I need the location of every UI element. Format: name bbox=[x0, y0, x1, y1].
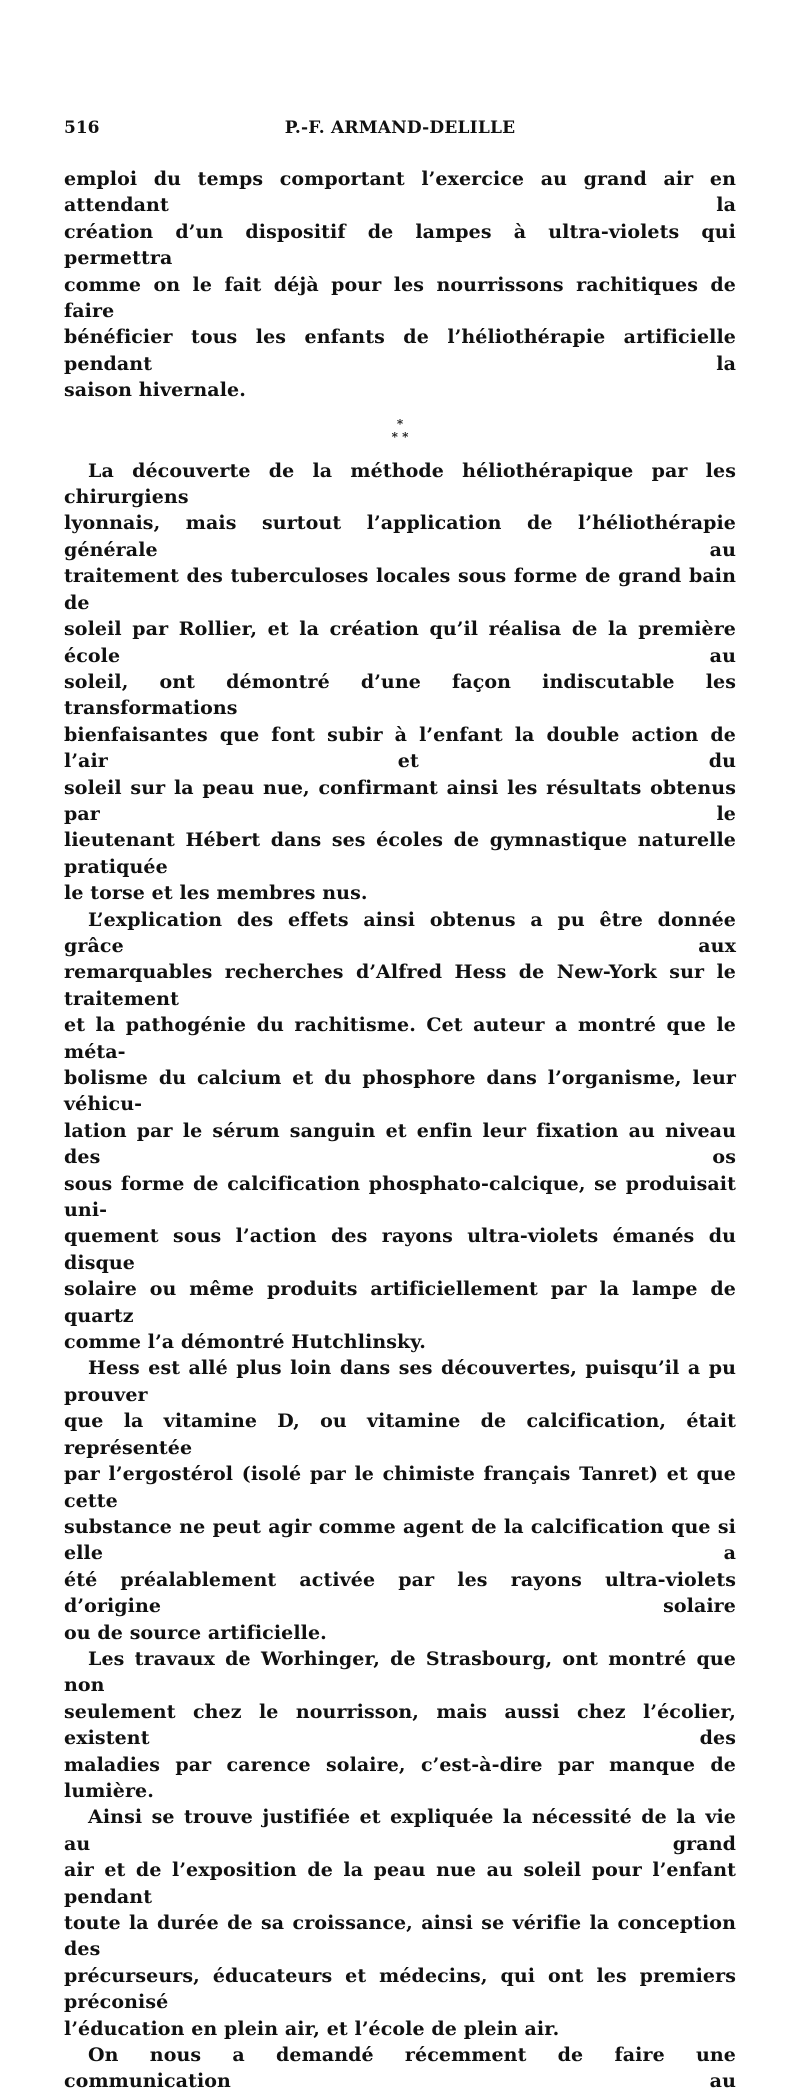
text-line: été préalablement activée par les rayons ultra-violets d’origine solaire bbox=[64, 1568, 736, 1618]
text-line: lieutenant Hébert dans ses écoles de gymnastique naturelle pratiquée bbox=[64, 829, 736, 878]
page-number: 516 bbox=[64, 118, 100, 138]
text-line: soleil par Rollier, et la création qu’il réalisa de la première école au bbox=[64, 618, 736, 667]
text-line: soleil sur la peau nue, confirmant ainsi les résultats obtenus par le bbox=[64, 776, 736, 825]
text-line: substance ne peut agir comme agent de la calcification que si elle a bbox=[64, 1515, 736, 1565]
text-line: Hess est allé plus loin dans ses découvertes, puisqu’il a pu prouver bbox=[64, 1357, 736, 1406]
text-line: La découverte de la méthode héliothérapique par les chirurgiens bbox=[64, 459, 736, 509]
paragraph-5 bbox=[64, 1646, 736, 1804]
text-line: ou de source artificielle. bbox=[64, 1621, 327, 1644]
body-text bbox=[64, 166, 736, 2095]
paragraph-7 bbox=[64, 2042, 736, 2095]
text-line: le torse et les membres nus. bbox=[64, 882, 368, 905]
asterism-bottom: * * bbox=[391, 429, 409, 444]
text-line: comme l’a démontré Hutchlinsky. bbox=[64, 1331, 426, 1354]
running-head: P.-F. ARMAND-DELILLE bbox=[284, 118, 516, 138]
text-line: précurseurs, éducateurs et médecins, qui ont les premiers préconisé bbox=[64, 1964, 736, 2014]
text-line: bienfaisantes que font subir à l’enfant la double action de l’air et du bbox=[64, 723, 736, 773]
text-line: et la pathogénie du rachitisme. Cet auteur a montré que le méta- bbox=[64, 1014, 736, 1063]
text-line: emploi du temps comportant l’exercice au grand air en attendant la bbox=[64, 168, 736, 217]
text-line: par l’ergostérol (isolé par le chimiste français Tanret) et que cette bbox=[64, 1463, 736, 1512]
text-line: maladies par carence solaire, c’est-à-dire par manque de lumière. bbox=[64, 1753, 736, 1802]
asterism-top: * bbox=[396, 416, 404, 431]
section-break-asterism bbox=[64, 418, 736, 444]
text-line: bolisme du calcium et du phosphore dans l’organisme, leur véhicu- bbox=[64, 1067, 736, 1116]
text-line: soleil, ont démontré d’une façon indiscutable les transformations bbox=[64, 670, 736, 720]
text-line: Ainsi se trouve justifiée et expliquée la nécessité de la vie au grand bbox=[64, 1806, 736, 1855]
paragraph-1 bbox=[64, 166, 736, 404]
text-line: air et de l’exposition de la peau nue au soleil pour l’enfant pendant bbox=[64, 1859, 736, 1908]
page-header bbox=[64, 118, 736, 146]
text-line: On nous a demandé récemment de faire une communication au bbox=[64, 2044, 736, 2093]
text-line: Les travaux de Worhinger, de Strasbourg, ont montré que non bbox=[64, 1647, 736, 1697]
paragraph-3 bbox=[64, 907, 736, 1356]
text-line: seulement chez le nourrisson, mais aussi chez l’écolier, existent des bbox=[64, 1700, 736, 1750]
text-line: quement sous l’action des rayons ultra-violets émanés du disque bbox=[64, 1225, 736, 1274]
text-line: l’éducation en plein air, et l’école de plein air. bbox=[64, 2017, 560, 2040]
text-line: création d’un dispositif de lampes à ultra-violets qui permettra bbox=[64, 220, 736, 270]
text-line: toute la durée de sa croissance, ainsi se vérifie la conception des bbox=[64, 1912, 736, 1961]
text-line: bénéficier tous les enfants de l’héliothérapie artificielle pendant la bbox=[64, 326, 736, 375]
text-line: lation par le sérum sanguin et enfin leur fixation au niveau des os bbox=[64, 1119, 736, 1169]
paragraph-4 bbox=[64, 1355, 736, 1645]
paragraph-2 bbox=[64, 458, 736, 907]
text-line: comme on le fait déjà pour les nourrissons rachitiques de faire bbox=[64, 273, 736, 323]
text-line: lyonnais, mais surtout l’application de l’héliothérapie générale au bbox=[64, 512, 736, 561]
text-line: L’explication des effets ainsi obtenus a pu être donnée grâce aux bbox=[64, 908, 736, 957]
text-line: traitement des tuberculoses locales sous forme de grand bain de bbox=[64, 565, 736, 614]
text-line: que la vitamine D, ou vitamine de calcification, était représentée bbox=[64, 1410, 736, 1459]
text-line: saison hivernale. bbox=[64, 379, 246, 402]
text-line: solaire ou même produits artificiellement par la lampe de quartz bbox=[64, 1278, 736, 1327]
text-line: remarquables recherches d’Alfred Hess de New-York sur le traitement bbox=[64, 961, 736, 1010]
paragraph-6 bbox=[64, 1804, 736, 2042]
text-line: sous forme de calcification phosphato-calcique, se produisait uni- bbox=[64, 1172, 736, 1222]
